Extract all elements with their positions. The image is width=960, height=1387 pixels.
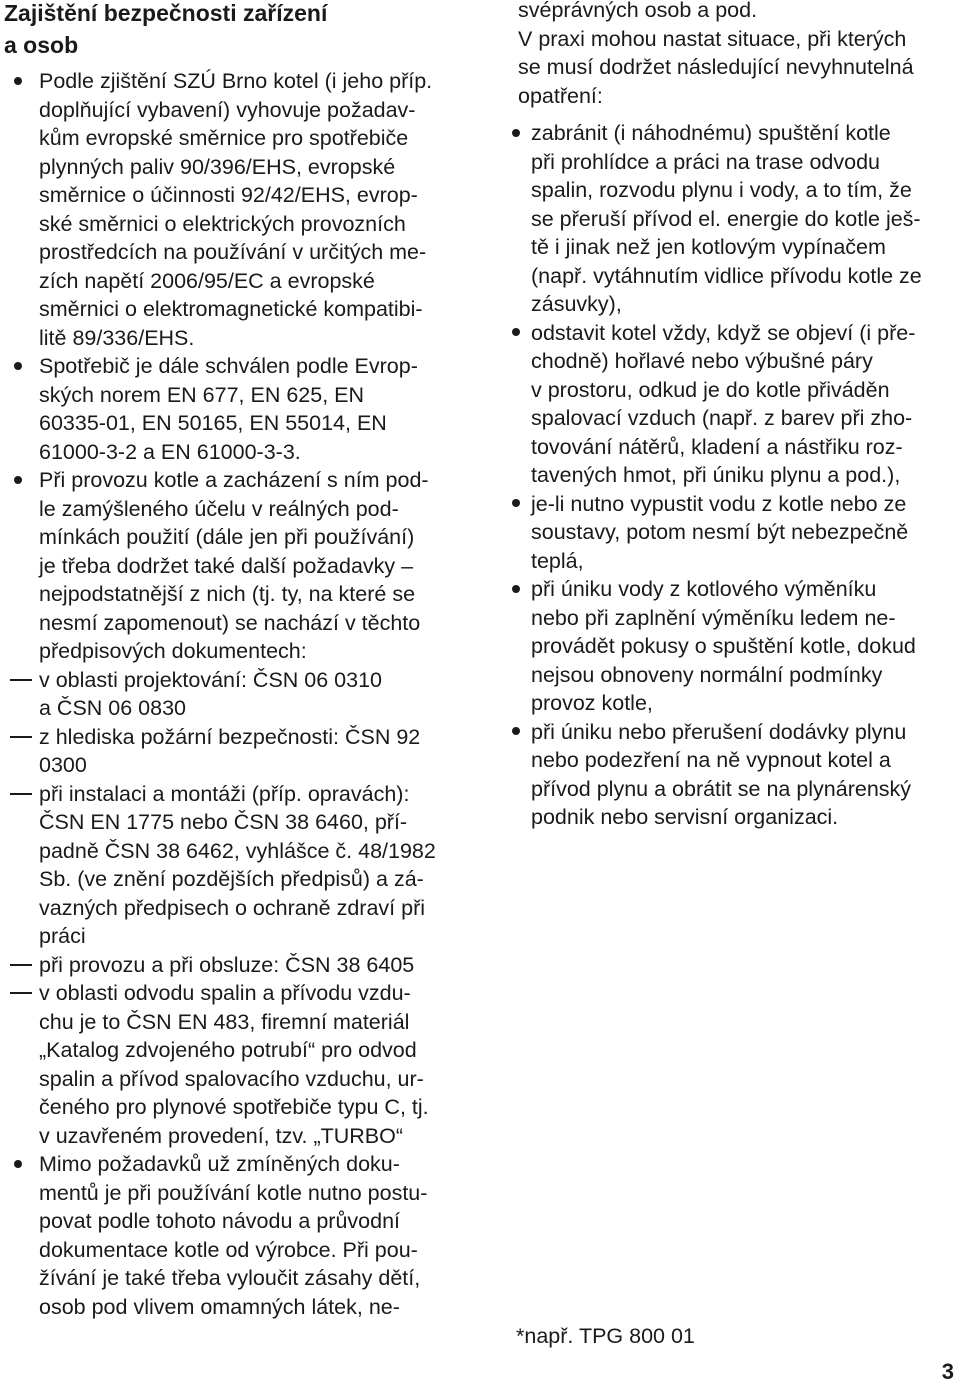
text-line: nebo podezření na ně vypnout kotel a (531, 748, 891, 772)
text-line: se přeruší přívod el. energie do kotle ješ- (531, 206, 921, 231)
heading-line-2: a osob (4, 32, 79, 58)
text-line: 60335-01, EN 50165, EN 55014, EN (39, 411, 387, 435)
text-line: spalin a přívod spalovacího vzduchu, ur- (39, 1066, 424, 1091)
text-line: nejpodstatnější z nich (tj. ty, na které se (39, 582, 416, 606)
text-line: předpisových dokumentech: (39, 639, 307, 663)
text-line: plynných paliv 90/396/EHS, evropské (39, 154, 396, 179)
text-line: Mimo požadavků už zmíněných doku- (39, 1152, 400, 1176)
dash-marker (10, 780, 32, 808)
text-line: v prostoru, odkud je do kotle přiváděn (531, 377, 890, 402)
text-line: chu je to ČSN EN 483, firemní materiál (39, 1009, 410, 1034)
text-line: nesmí zapomenout) se nachází v těchto (39, 610, 421, 635)
bullet-marker (512, 575, 520, 603)
bullet-marker (14, 466, 22, 494)
text-line: Při provozu kotle a zacházení s ním pod- (39, 468, 429, 492)
text-line: V praxi mohou nastat situace, při kterých (518, 26, 907, 51)
footnote: *např. TPG 800 01 (516, 1324, 695, 1348)
text-line: v oblasti odvodu spalin a přívodu vzdu- (39, 981, 411, 1005)
text-line: v oblasti projektování: ČSN 06 0310 (39, 667, 383, 692)
text-line: nebo při zaplnění výměníku ledem ne- (531, 605, 896, 630)
dash-marker (10, 723, 32, 751)
text-line: mínkách použití (dále jen při používání) (39, 525, 415, 549)
text-line: ské směrnici o elektrických provozních (39, 211, 406, 236)
text-line: (např. vytáhnutím vidlice přívodu kotle ze (531, 263, 922, 288)
text-line: chodně) hořlavé nebo výbušné páry (531, 349, 873, 373)
text-line: 61000-3-2 a EN 61000-3-3. (39, 439, 301, 464)
dash-marker (10, 951, 32, 979)
text-line: „Katalog zdvojeného potrubí“ pro odvod (39, 1038, 417, 1062)
section-heading (4, 0, 464, 61)
text-line: prostředcích na používání v určitých me- (39, 240, 427, 264)
text-line: práci (39, 924, 86, 948)
text-line: opatření: (518, 83, 603, 108)
text-line: při úniku nebo přerušení dodávky plynu (531, 719, 907, 744)
dash-marker (10, 979, 32, 1007)
text-line: zásuvky), (531, 292, 622, 316)
text-line: tavených hmot, při úniku plynu a pod.), (531, 463, 901, 487)
text-line: vazných předpisech o ochraně zdraví při (39, 895, 426, 920)
text-line: a ČSN 06 0830 (39, 696, 187, 720)
text-line: se musí dodržet následující nevyhnutelná (518, 55, 914, 79)
text-line: svéprávných osob a pod. (518, 0, 758, 22)
text-line: provoz kotle, (531, 691, 653, 715)
text-line: Podle zjištění SZÚ Brno kotel (i jeho příp. (39, 69, 433, 93)
bullet-marker (14, 352, 22, 380)
text-line: při provozu a při obsluze: ČSN 38 6405 (39, 952, 415, 977)
bullet-marker (512, 718, 520, 746)
text-line: ských norem EN 677, EN 625, EN (39, 382, 365, 407)
text-line: dokumentace kotle od výrobce. Při pou- (39, 1237, 418, 1262)
text-line: teplá, (531, 548, 584, 573)
bullet-marker (512, 119, 520, 147)
text-line: tovování nátěrů, kladení a nástřiku roz- (531, 434, 903, 459)
text-line: při instalaci a montáži (příp. opravách): (39, 781, 410, 806)
text-line: je třeba dodržet také další požadavky – (39, 553, 414, 578)
text-line: litě 89/336/EHS. (39, 325, 195, 350)
text-line: 0300 (39, 753, 87, 777)
heading-line-1: Zajištění bezpečnosti zařízení (4, 0, 328, 26)
text-line: směrnici o elektromagnetické kompatibi- (39, 297, 423, 321)
text-line: přívod plynu a obrátit se na plynárenský (531, 776, 912, 801)
text-line: nejsou obnoveny normální podmínky (531, 662, 883, 687)
text-line: podnik nebo servisní organizaci. (531, 805, 839, 829)
text-line: mentů je při používání kotle nutno postu- (39, 1180, 428, 1205)
text-line: Sb. (ve znění pozdějších předpisů) a zá- (39, 867, 424, 891)
text-line: le zamýšleného účelu v reálných pod- (39, 496, 399, 521)
text-line: ČSN EN 1775 nebo ČSN 38 6460, pří- (39, 810, 408, 834)
text-line: při úniku vody z kotlového výměníku (531, 577, 877, 601)
text-line: padně ČSN 38 6462, vyhlášce č. 48/1982 (39, 838, 436, 863)
text-line: zích napětí 2006/95/EC a evropské (39, 268, 375, 293)
text-line: Spotřebič je dále schválen podle Evrop- (39, 354, 418, 378)
text-line: v uzavřeném provedení, tzv. „TURBO“ (39, 1123, 404, 1148)
text-line: je-li nutno vypustit vodu z kotle nebo ze (531, 491, 907, 516)
text-line: při prohlídce a práci na trase odvodu (531, 149, 880, 174)
text-line: osob pod vlivem omamných látek, ne- (39, 1294, 400, 1319)
dash-marker (10, 666, 32, 694)
bullet-marker (512, 319, 520, 347)
text-line: tě i jinak než jen kotlovým vypínačem (531, 235, 886, 259)
text-line: povat podle tohoto návodu a průvodní (39, 1209, 401, 1233)
text-line: spalin, rozvodu plynu i vody, a to tím, že (531, 178, 912, 202)
text-line: směrnice o účinnosti 92/42/EHS, evrop- (39, 183, 418, 207)
bullet-marker (14, 1150, 22, 1178)
page-number: 3 (941, 1359, 954, 1384)
text-line: doplňující vybavení) vyhovuje požadav- (39, 97, 416, 122)
text-line: zabránit (i náhodnému) spuštění kotle (531, 121, 891, 145)
text-line: kům evropské směrnice pro spotřebiče (39, 126, 409, 150)
text-line: odstavit kotel vždy, když se objeví (i pře- (531, 320, 916, 345)
bullet-marker (14, 67, 22, 95)
text-line: z hlediska požární bezpečnosti: ČSN 92 (39, 724, 421, 749)
text-line: čeného pro plynové spotřebiče typu C, tj. (39, 1095, 429, 1119)
bullet-marker (512, 490, 520, 518)
text-line: žívání je také třeba vyloučit zásahy dětí, (39, 1266, 421, 1290)
text-line: soustavy, potom nesmí být nebezpečně (531, 520, 909, 544)
text-line: spalovací vzduch (např. z barev při zho- (531, 406, 913, 430)
text-line: provádět pokusy o spuštění kotle, dokud (531, 634, 916, 658)
